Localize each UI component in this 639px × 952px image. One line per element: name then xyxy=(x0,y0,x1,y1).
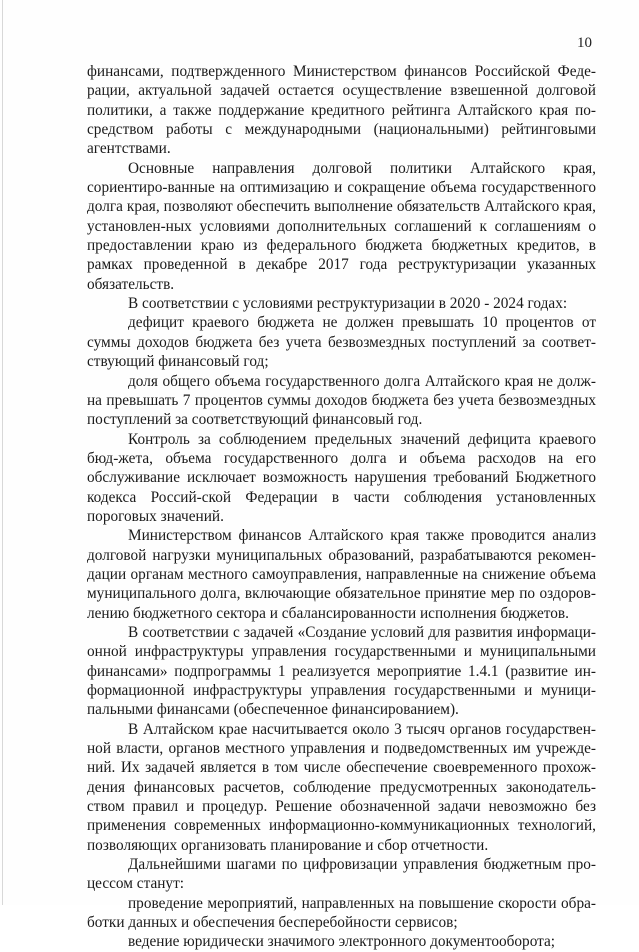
paragraph: Контроль за соблюдением предельных значений дефицита краевого бюд-жета, объема государственного долга и объема расходов на его обслуживание исключает возможность нарушения требований Бюджетного кодекса Россий-ской Федерации в части соблюдения установленных пороговых значений. xyxy=(87,430,596,525)
paragraph: проведение мероприятий, направленных на повышение скорости обра-ботки данных и обеспечения бесперебойности сервисов; xyxy=(87,894,596,932)
paragraph: Основные направления долговой политики Алтайского края, сориентиро-ванные на оптимизацию и сокращение объема государственного долга края, позволяют обеспечить выполнение обязательств Алтайского края, установлен-ных условиями дополнительных соглашений к соглашениям о предоставлении краю из федерального бюджета бюджетных кредитов, в рамках проведенной в декабре 2017 года реструктуризации указанных обязательств. xyxy=(87,159,596,293)
paragraph: финансами, подтвержденного Министерством финансов Российской Феде-рации, актуальной задачей остается осуществление взвешенной долговой политики, а также поддержание кредитного рейтинга Алтайского края по-средством работы с международными (национальными) рейтинговыми агентствами. xyxy=(87,63,596,158)
paragraph: В Алтайском крае насчитывается около 3 тысяч органов государствен-ной власти, органов местного управления и подведомственных им учрежде-ний. Их задачей является в том числе обеспечение своевременного прохож-дения финансовых расчетов, соблюдение предусмотренных законодатель-ством правил и процедур. Решение обозначенной задачи невозможно без применения современных информационно-коммуникационных технологий, позволяющих организовать планирование и сбор отчетности. xyxy=(87,720,596,854)
scan-edge-line xyxy=(2,0,3,905)
paragraph: В соответствии с задачей «Создание условий для развития информаци-онной инфраструктуры управления государственными и муниципальными финансами» подпрограммы 1 реализуется мероприятие 1.4.1 (развитие ин-формационной инфраструктуры управления государственными и муници-пальными финансами (обеспеченное финансированием). xyxy=(87,623,596,719)
paragraph: доля общего объема государственного долга Алтайского края не долж-на превышать 7 процентов суммы доходов бюджета без учета безвозмездных поступлений за соответствующий финансовый год. xyxy=(87,372,596,429)
paragraph: дефицит краевого бюджета не должен превышать 10 процентов от суммы доходов бюджета без учета безвозмездных поступлений за соответ-ствующий финансовый год; xyxy=(87,314,596,371)
document-body xyxy=(87,62,596,952)
paragraph: Дальнейшими шагами по цифровизации управления бюджетным про-цессом станут: xyxy=(87,856,596,893)
paragraph: ведение юридически значимого электронного документооборота; xyxy=(128,933,556,951)
page-number: 10 xyxy=(577,35,592,51)
paragraph: Министерством финансов Алтайского края также проводится анализ долговой нагрузки муниципальных образований, разрабатываются рекомен-дации органам местного самоуправления, направленные на снижение объема муниципального долга, включающие обязательное принятие мер по оздоров-лению бюджетного сектора и сбалансированности исполнения бюджетов. xyxy=(87,527,596,622)
paragraph: В соответствии с условиями реструктуризации в 2020 - 2024 годах: xyxy=(128,295,568,313)
